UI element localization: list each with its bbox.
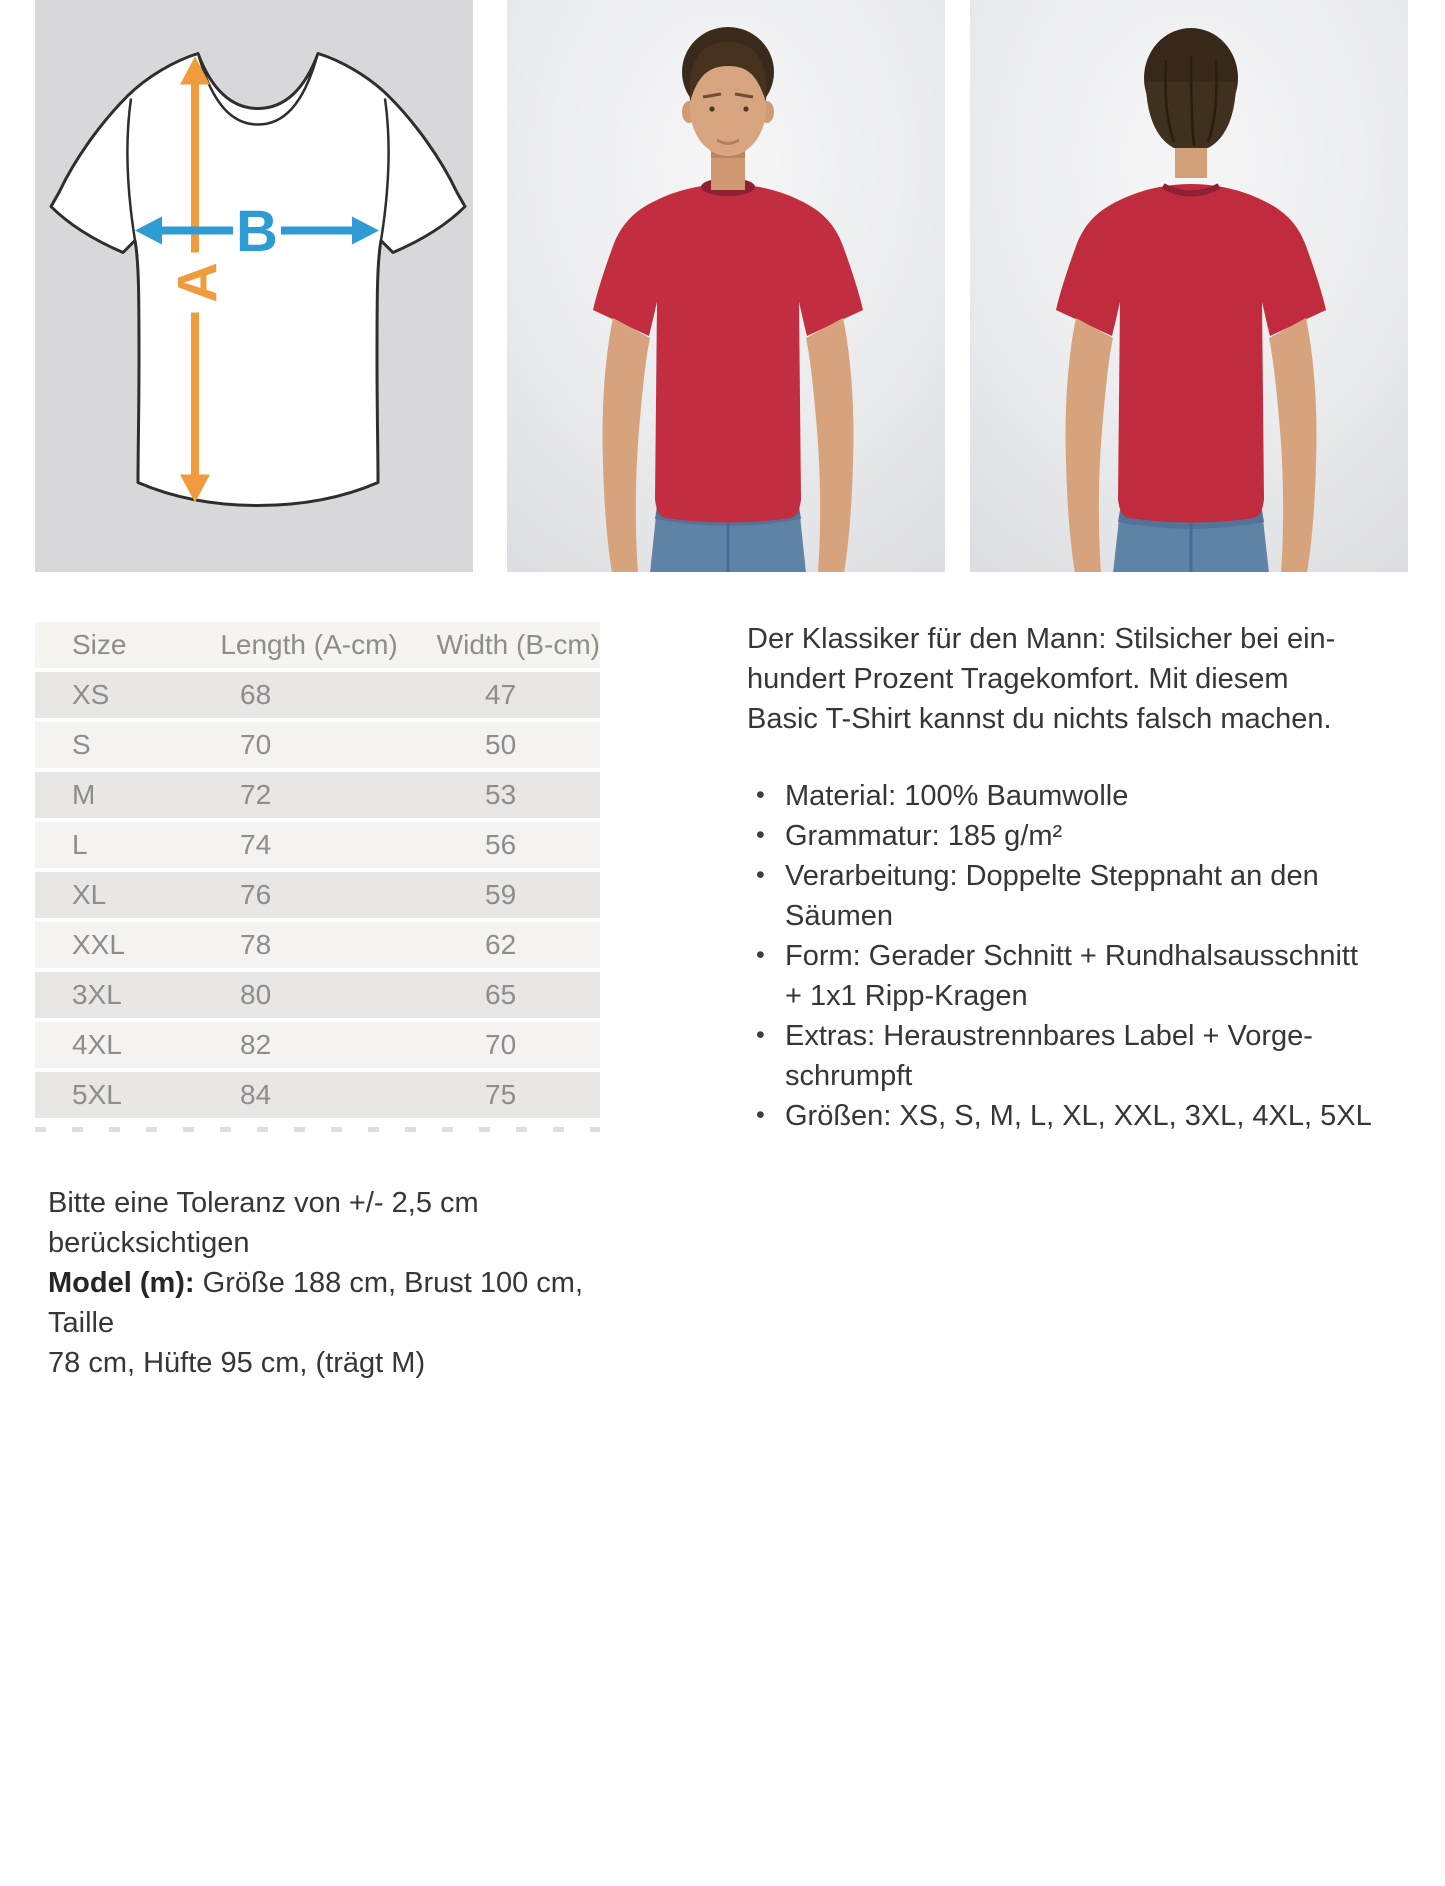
- table-cell: 80: [240, 979, 272, 1010]
- intro-line: Der Klassiker für den Mann: Stilsicher bei ein-: [747, 623, 1336, 655]
- table-row: [35, 972, 600, 1018]
- model-note: [48, 1263, 648, 1383]
- bullet-icon: •: [756, 1101, 765, 1129]
- table-cell: 70: [240, 729, 272, 760]
- feature-line: Säumen: [785, 900, 894, 932]
- model-note-label: Model (m):: [48, 1267, 195, 1299]
- bullet-icon: •: [756, 821, 765, 849]
- bullet-icon: •: [756, 781, 765, 809]
- feature-line: schrumpft: [785, 1060, 913, 1092]
- column-header-size: Size: [72, 629, 127, 660]
- table-cell: 82: [240, 1029, 272, 1060]
- table-cell: 4XL: [72, 1029, 122, 1060]
- table-cell: L: [72, 829, 88, 860]
- neck-front: [711, 158, 745, 190]
- table-cell: 56: [485, 829, 517, 860]
- list-item: [747, 816, 1437, 856]
- table-cell: 74: [240, 829, 272, 860]
- model-note-line1: Größe 188 cm, Brust 100 cm, Taille: [48, 1267, 584, 1339]
- column-header-width: Width (B-cm): [436, 629, 600, 660]
- tolerance-note: Bitte eine Toleranz von +/- 2,5 cm berücksichtigen: [48, 1187, 479, 1259]
- clipped-table-row-artifact: [35, 1127, 600, 1132]
- size-table-body: [35, 672, 600, 1118]
- table-row: [35, 722, 600, 768]
- feature-line: Material: 100% Baumwolle: [785, 780, 1129, 812]
- label-a: A: [165, 262, 229, 303]
- table-row: [35, 672, 600, 718]
- table-cell: 53: [485, 779, 517, 810]
- table-cell: 62: [485, 929, 517, 960]
- feature-line: Form: Gerader Schnitt + Rundhalsausschnitt: [785, 940, 1359, 972]
- table-row: [35, 872, 600, 918]
- table-cell: XXL: [72, 929, 125, 960]
- table-cell: 72: [240, 779, 272, 810]
- feature-line: + 1x1 Ripp-Kragen: [785, 980, 1028, 1012]
- feature-line: Größen: XS, S, M, L, XL, XXL, 3XL, 4XL, 5XL: [785, 1100, 1372, 1132]
- table-cell: 50: [485, 729, 517, 760]
- table-row: [35, 922, 600, 968]
- table-cell: M: [72, 779, 96, 810]
- model-back-illustration: [970, 0, 1408, 572]
- table-row: [35, 822, 600, 868]
- feature-line: Extras: Heraustrennbares Label + Vorge-: [785, 1020, 1313, 1052]
- list-item: [747, 776, 1437, 816]
- list-item: [747, 856, 1437, 936]
- table-row: [35, 1072, 600, 1118]
- table-cell: 68: [240, 679, 272, 710]
- model-front-illustration: [507, 0, 945, 572]
- table-cell: 47: [485, 679, 517, 710]
- list-item: [747, 1096, 1437, 1136]
- description-intro: [747, 619, 1437, 739]
- table-cell: XS: [72, 679, 110, 710]
- size-diagram-image[interactable]: [35, 0, 473, 572]
- column-header-length: Length (A-cm): [220, 629, 398, 660]
- intro-line: hundert Prozent Tragekomfort. Mit diesem: [747, 663, 1289, 695]
- table-cell: 5XL: [72, 1079, 122, 1110]
- measurement-notes: [48, 1183, 648, 1383]
- table-cell: 70: [485, 1029, 517, 1060]
- table-header-row: [35, 622, 600, 668]
- table-cell: 59: [485, 879, 517, 910]
- table-cell: 75: [485, 1079, 517, 1110]
- bullet-icon: •: [756, 1021, 765, 1049]
- list-item: [747, 936, 1437, 1016]
- head-back: [1144, 28, 1238, 148]
- table-cell: XL: [72, 879, 107, 910]
- bullet-icon: •: [756, 941, 765, 969]
- table-cell: 78: [240, 929, 272, 960]
- feature-list: [747, 776, 1437, 1136]
- feature-line: Verarbeitung: Doppelte Steppnaht an den: [785, 860, 1319, 892]
- intro-line: Basic T-Shirt kannst du nichts falsch machen.: [747, 703, 1332, 735]
- table-cell: 3XL: [72, 979, 122, 1010]
- size-table: [35, 622, 600, 1122]
- feature-line: Grammatur: 185 g/m²: [785, 820, 1063, 852]
- table-cell: 84: [240, 1079, 272, 1110]
- bullet-icon: •: [756, 861, 765, 889]
- list-item: [747, 1016, 1437, 1096]
- table-cell: 76: [240, 879, 272, 910]
- product-photo-front[interactable]: [507, 0, 945, 572]
- label-b: B: [236, 199, 278, 264]
- table-cell: 65: [485, 979, 517, 1010]
- table-row: [35, 1022, 600, 1068]
- table-cell: S: [72, 729, 91, 760]
- product-description: [747, 619, 1437, 1136]
- tshirt-measure-diagram: [35, 0, 473, 572]
- table-row: [35, 772, 600, 818]
- product-photo-back[interactable]: [970, 0, 1408, 572]
- model-note-line2: 78 cm, Hüfte 95 cm, (trägt M): [48, 1347, 426, 1379]
